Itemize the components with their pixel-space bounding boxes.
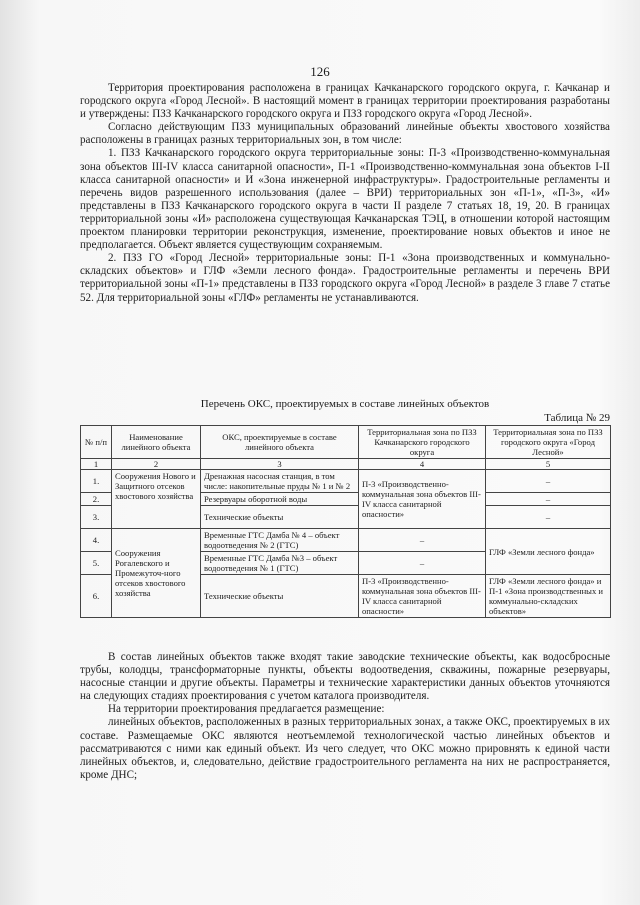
column-number-row: [81, 459, 611, 470]
oks-cell: Временные ГТС Дамба №3 – объект водоотведения № 1 (ГТС): [201, 552, 359, 575]
column-number: 5: [486, 459, 611, 470]
row-number: 3.: [81, 506, 112, 529]
oks-cell: Дренажная насосная станция, в том числе: накопительные пруды № 1 и № 2: [201, 470, 359, 493]
kach-zone-cell: –: [359, 552, 486, 575]
oks-table: [80, 425, 611, 618]
row-number: 6.: [81, 575, 112, 618]
paragraph: 1. ПЗЗ Качканарского городского округа территориальные зоны: П-3 «Производственно-коммунальная зона объектов III-IV класса санитарной опасности», П-1 «Производственно-коммунальная зона объектов I-II класса санитарной опасности» и И «Зона инженерной инфраструктуры». Градостроительные регламенты и перечень видов разрешенного использования (далее – ВРИ) территориальных зон «П-1», «П-3», «И» представлены в ПЗЗ Качканарского городского округа в части II разделе 7 статьях 18, 19, 20. В границах территориальной зоны «И» расположена существующая Качканарская ТЭЦ, в отношении которой настоящим проектом планировки территории реконструкция, изменение, проектирование новых объектов и иное не предполагается. Объект является существующим сохраняемым.: [80, 147, 610, 252]
paragraph: На территории проектирования предлагается размещение:: [108, 703, 385, 716]
table-row: [81, 470, 611, 493]
row-number: 5.: [81, 552, 112, 575]
paragraph: В состав линейных объектов также входят такие заводские технические объекты, как водосбросные трубы, колодцы, трансформаторные пункты, объекты водоотведения, скважины, пожарные резервуары, насосные станции и другие объекты. Параметры и технические характеристики данных объектов уточняются на следующих стадиях проектирования с учетом каталога производителя.: [80, 651, 610, 703]
header-cell: Территориальная зона по ПЗЗ Качканарского городского округа: [359, 426, 486, 459]
paragraph: Согласно действующим ПЗЗ муниципальных образований линейные объекты хвостового хозяйства расположены в границах разных территориальных зон, в том числе:: [80, 121, 610, 147]
column-number: 2: [112, 459, 201, 470]
row-number: 4.: [81, 529, 112, 552]
lesnoy-zone-cell: ГЛФ «Земли лесного фонда»: [486, 529, 611, 575]
kach-zone-cell: –: [359, 529, 486, 552]
oks-cell: Технические объекты: [201, 575, 359, 618]
column-number: 4: [359, 459, 486, 470]
header-cell: ОКС, проектируемые в составе линейного объекта: [201, 426, 359, 459]
intro-text: [80, 82, 610, 305]
kach-zone-cell: П-3 «Производственно-коммунальная зона объектов III-IV класса санитарной опасности»: [359, 470, 486, 529]
header-cell: Наименование линейного объекта: [112, 426, 201, 459]
paragraph: линейных объектов, расположенных в разных территориальных зонах, а также ОКС, проектируемых в их составе. Размещаемые ОКС являются неотъемлемой технологической частью линейных объектов и рассматриваются с ними как единый объект. Из чего следует, что ОКС можно прировнять к единой части линейных объектов, и, следовательно, действие градостроительного регламента на них не распространяется, кроме ДНС;: [80, 716, 610, 781]
table-caption: Перечень ОКС, проектируемых в составе линейных объектов: [200, 398, 490, 410]
object-name-cell: Сооружения Нового и Защитного отсеков хвостового хозяйства: [112, 470, 201, 529]
paragraph: Территория проектирования расположена в границах Качканарского городского округа, г. Качканар и городского округа «Город Лесной». В настоящий момент в границах территории проектирования разработаны и утверждены: ПЗЗ Качканарского городского округа и ПЗЗ городского округа «Город Лесной».: [80, 82, 610, 121]
column-number: 1: [81, 459, 112, 470]
oks-cell: Технические объекты: [201, 506, 359, 529]
row-number: 1.: [81, 470, 112, 493]
column-number: 3: [201, 459, 359, 470]
object-name-cell: Сооружения Рогалевского и Промежуточ-ного отсеков хвостового хозяйства: [112, 529, 201, 618]
header-cell: № п/п: [81, 426, 112, 459]
header-cell: Территориальная зона по ПЗЗ городского округа «Город Лесной»: [486, 426, 611, 459]
oks-cell: Временные ГТС Дамба № 4 – объект водоотведения № 2 (ГТС): [201, 529, 359, 552]
paragraph: 2. ПЗЗ ГО «Город Лесной» территориальные зоны: П-1 «Зона производственных и коммунально-складских объектов» и ГЛФ «Земли лесного фонда». Градостроительные регламенты и перечень ВРИ территориальной зоны «П-1» представлены в ПЗЗ городского округа «Город Лесной» в разделе 3 главе 7 статье 52. Для территориальной зоны «ГЛФ» регламенты не устанавливаются.: [80, 252, 610, 304]
row-number: 2.: [81, 493, 112, 506]
lesnoy-zone-cell: –: [486, 493, 611, 506]
lesnoy-zone-cell: –: [486, 506, 611, 529]
lesnoy-zone-cell: –: [486, 470, 611, 493]
page-number: 126: [310, 64, 330, 79]
lesnoy-zone-cell: ГЛФ «Земли лесного фонда» и П-1 «Зона производственных и коммунально-складских объектов»: [486, 575, 611, 618]
table-row: [81, 529, 611, 552]
kach-zone-cell: П-3 «Производственно-коммунальная зона объектов III-IV класса санитарной опасности»: [359, 575, 486, 618]
oks-cell: Резервуары оборотной воды: [201, 493, 359, 506]
outro-text: [80, 651, 610, 782]
table-number: Таблица № 29: [544, 412, 610, 424]
table-header-row: [81, 426, 611, 459]
